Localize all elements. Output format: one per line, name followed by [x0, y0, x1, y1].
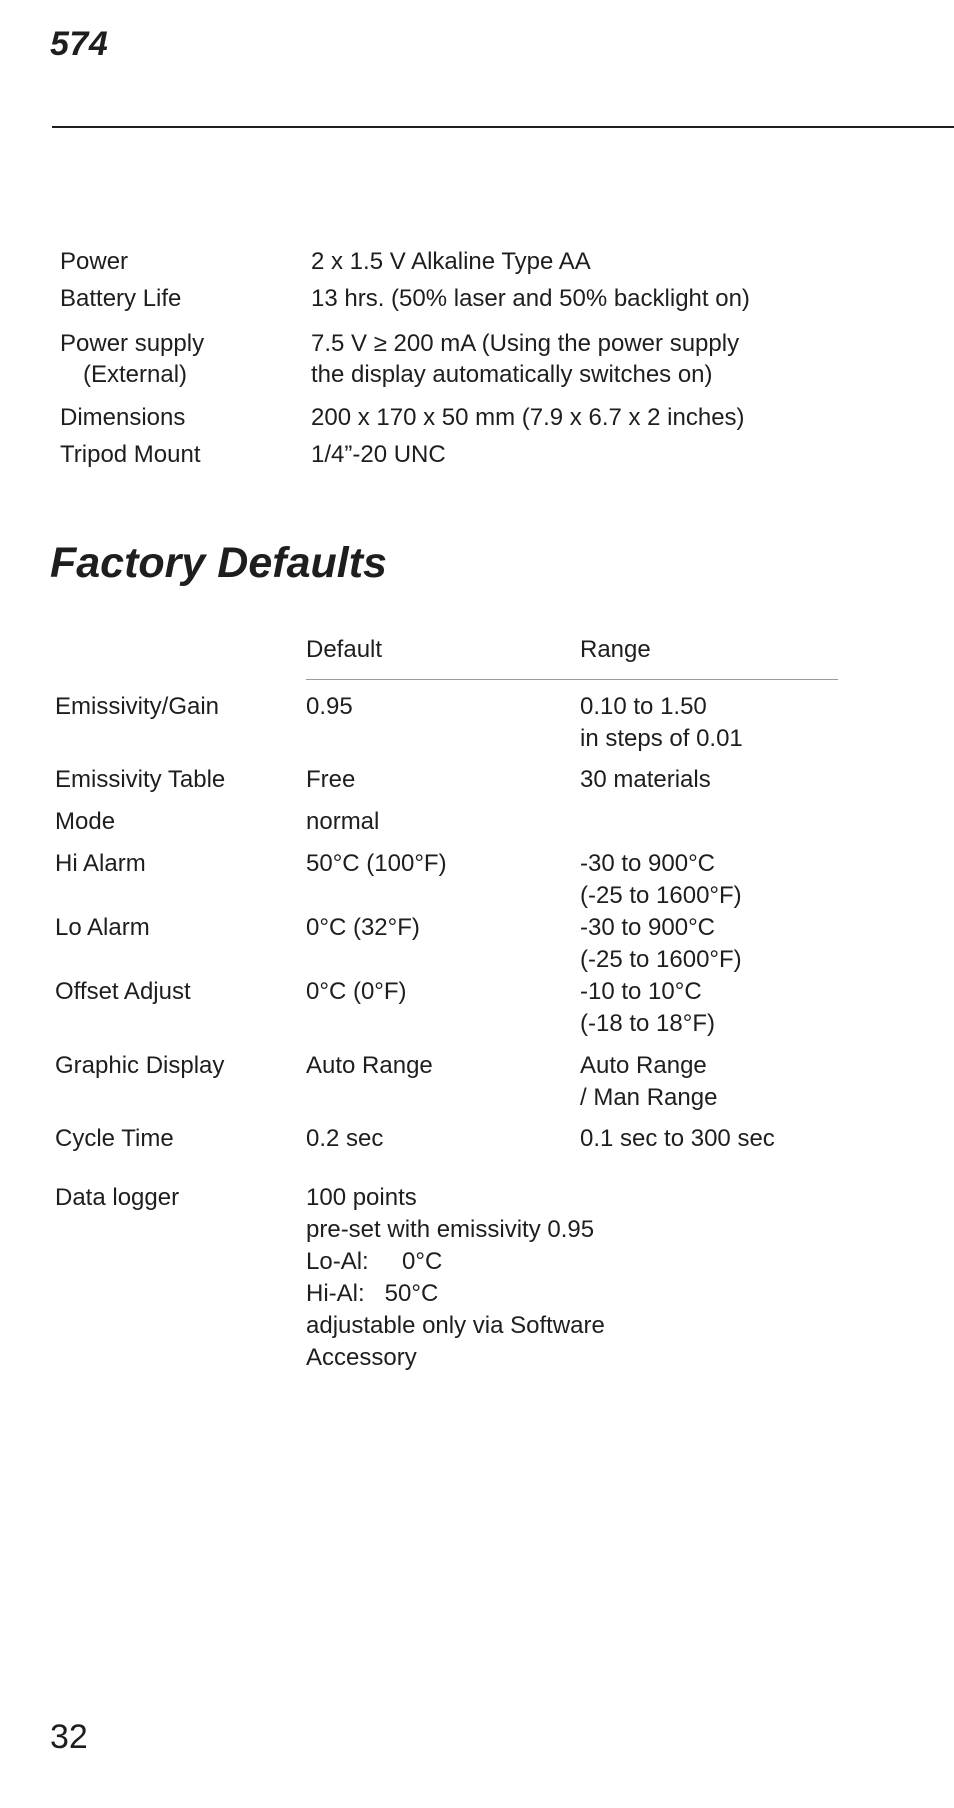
row-name: Offset Adjust: [55, 978, 191, 1005]
spec-value: 2 x 1.5 V Alkaline Type AA: [311, 248, 591, 275]
range-line: / Man Range: [580, 1084, 718, 1111]
spec-row-battery-life: [60, 283, 920, 328]
range-line: 30 materials: [580, 766, 711, 793]
logger-line: Lo-Al: 0°C: [306, 1248, 443, 1275]
spec-label: Dimensions: [60, 404, 186, 431]
factory-defaults-table: [55, 636, 855, 1371]
row-default: Free: [306, 766, 356, 793]
row-default: 0.2 sec: [306, 1125, 384, 1152]
row-name: Emissivity Table: [55, 766, 226, 793]
spec-value: 200 x 170 x 50 mm (7.9 x 6.7 x 2 inches): [311, 404, 745, 431]
data-logger-details: [306, 1182, 746, 1374]
row-name: Data logger: [55, 1184, 180, 1211]
specifications-list: [60, 246, 920, 476]
row-range: [580, 912, 850, 976]
row-default: 0°C (32°F): [306, 914, 420, 941]
spec-value-line: 7.5 V ≥ 200 mA (Using the power supply: [311, 330, 740, 357]
spec-value: [311, 328, 920, 390]
row-range: [580, 764, 850, 796]
row-default: 0.95: [306, 693, 353, 720]
row-name: Lo Alarm: [55, 914, 150, 941]
spec-label: Battery Life: [60, 285, 182, 312]
range-line: Auto Range: [580, 1052, 707, 1079]
row-range: [580, 1050, 850, 1114]
header-underline: [306, 679, 838, 680]
row-name: Hi Alarm: [55, 850, 146, 877]
row-range: [580, 848, 850, 912]
row-name: Emissivity/Gain: [55, 693, 220, 720]
column-header-range: Range: [580, 636, 651, 663]
spec-value: 13 hrs. (50% laser and 50% backlight on): [311, 285, 750, 312]
spec-row-power: [60, 246, 920, 283]
range-line: (-25 to 1600°F): [580, 882, 742, 909]
page-number: 32: [50, 1718, 88, 1756]
range-line: (-25 to 1600°F): [580, 946, 742, 973]
range-line: 0.10 to 1.50: [580, 693, 707, 720]
spec-row-dimensions: [60, 402, 920, 439]
spec-label: Power: [60, 248, 129, 275]
section-title: Factory Defaults: [50, 539, 387, 587]
logger-line: adjustable only via Software: [306, 1312, 605, 1339]
range-line: 0.1 sec to 300 sec: [580, 1125, 775, 1152]
spec-label-main: Power supply: [60, 330, 205, 357]
spec-row-power-supply: [60, 328, 920, 402]
table-header: [55, 636, 855, 680]
row-default: 50°C (100°F): [306, 850, 447, 877]
range-line: -30 to 900°C: [580, 850, 716, 877]
row-range: [580, 976, 850, 1040]
model-number: 574: [50, 25, 109, 63]
logger-line: 100 points: [306, 1184, 417, 1211]
row-default: Auto Range: [306, 1052, 433, 1079]
row-range: [580, 691, 850, 755]
logger-line: Hi-Al: 50°C: [306, 1280, 439, 1307]
column-header-default: Default: [306, 636, 383, 663]
row-name: Cycle Time: [55, 1125, 174, 1152]
spec-row-tripod-mount: [60, 439, 920, 476]
row-default: normal: [306, 808, 380, 835]
range-line: -10 to 10°C: [580, 978, 702, 1005]
logger-line: pre-set with emissivity 0.95: [306, 1216, 595, 1243]
spec-label: Tripod Mount: [60, 441, 201, 468]
row-name: Mode: [55, 808, 116, 835]
spec-label: [60, 328, 300, 390]
row-name: Graphic Display: [55, 1052, 225, 1079]
spec-value: 1/4”-20 UNC: [311, 441, 446, 468]
range-line: in steps of 0.01: [580, 725, 743, 752]
spec-value-line: the display automatically switches on): [311, 361, 713, 388]
row-default: 0°C (0°F): [306, 978, 407, 1005]
header-divider: [52, 126, 954, 128]
range-line: -30 to 900°C: [580, 914, 716, 941]
row-range: [580, 1123, 850, 1155]
spec-label-sub: (External): [83, 361, 188, 388]
logger-line: Accessory: [306, 1344, 417, 1371]
range-line: (-18 to 18°F): [580, 1010, 715, 1037]
